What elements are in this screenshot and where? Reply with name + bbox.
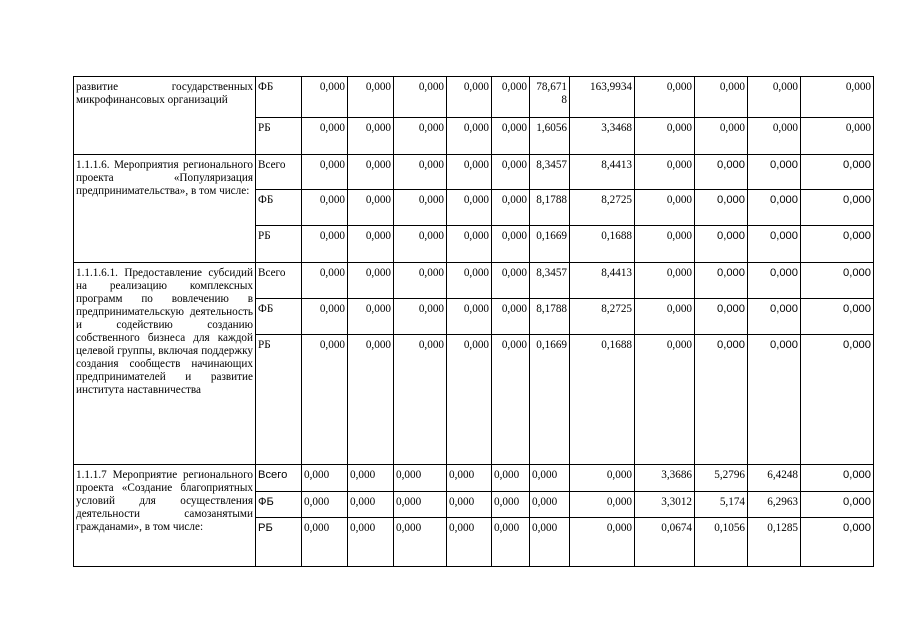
value-cell: 0,000: [748, 77, 801, 118]
value-cell: 0,0674: [635, 517, 695, 567]
value-cell: 0,000: [348, 154, 394, 189]
value-cell: 0,000: [492, 335, 530, 465]
value-cell: 0,000: [635, 77, 695, 118]
value-cell: 0,000: [394, 517, 447, 567]
value-cell: 0,000: [635, 154, 695, 189]
value-cell: 0,000: [302, 154, 348, 189]
funding-source: ФБ: [256, 189, 302, 225]
value-cell: 0,000: [447, 189, 492, 225]
value-cell: 5,2796: [695, 465, 748, 492]
value-cell: 0,000: [348, 118, 394, 154]
value-cell: 0,000: [801, 226, 874, 263]
value-cell: 0,000: [492, 226, 530, 263]
table-body: [74, 77, 874, 567]
value-cell: 0,000: [302, 335, 348, 465]
value-cell: 0,000: [530, 517, 570, 567]
value-cell: 0,000: [695, 263, 748, 298]
value-cell: 0,000: [801, 298, 874, 334]
value-cell: 0,000: [447, 492, 492, 517]
value-cell: 6,2963: [748, 492, 801, 517]
value-cell: 0,000: [801, 189, 874, 225]
value-cell: 0,000: [801, 77, 874, 118]
budget-table: [73, 76, 874, 567]
value-cell: 3,3686: [635, 465, 695, 492]
funding-source: РБ: [256, 118, 302, 154]
value-cell: 0,000: [394, 77, 447, 118]
value-cell: 6,4248: [748, 465, 801, 492]
funding-source: РБ: [256, 226, 302, 263]
value-cell: 0,000: [394, 189, 447, 225]
value-cell: 0,000: [570, 465, 635, 492]
value-cell: 0,000: [695, 189, 748, 225]
value-cell: 0,000: [695, 77, 748, 118]
value-cell: 0,000: [348, 77, 394, 118]
value-cell: 0,000: [801, 465, 874, 492]
value-cell: 0,000: [570, 492, 635, 517]
table-row: [74, 154, 874, 189]
value-cell: 8,2725: [570, 298, 635, 334]
value-cell: 0,000: [492, 517, 530, 567]
value-cell: 0,000: [348, 226, 394, 263]
value-cell: 0,000: [302, 226, 348, 263]
value-cell: 0,000: [302, 263, 348, 298]
value-cell: 8,4413: [570, 154, 635, 189]
value-cell: 0,000: [492, 77, 530, 118]
value-cell: 0,000: [302, 189, 348, 225]
value-cell: 0,000: [492, 118, 530, 154]
value-cell: 0,000: [302, 118, 348, 154]
value-cell: 0,000: [530, 465, 570, 492]
table-row: [74, 465, 874, 492]
value-cell: 0,000: [348, 298, 394, 334]
value-cell: 0,000: [348, 465, 394, 492]
value-cell: 5,174: [695, 492, 748, 517]
value-cell: 0,000: [394, 154, 447, 189]
value-cell: 3,3468: [570, 118, 635, 154]
value-cell: 0,1669: [530, 226, 570, 263]
value-cell: 0,000: [447, 263, 492, 298]
funding-source: РБ: [256, 335, 302, 465]
value-cell: 0,000: [492, 189, 530, 225]
value-cell: 0,000: [394, 465, 447, 492]
value-cell: 0,1669: [530, 335, 570, 465]
value-cell: 0,000: [302, 517, 348, 567]
value-cell: 8,4413: [570, 263, 635, 298]
value-cell: 0,000: [635, 226, 695, 263]
value-cell: 0,000: [530, 492, 570, 517]
table-row: [74, 263, 874, 298]
value-cell: 0,000: [695, 154, 748, 189]
value-cell: 0,000: [302, 77, 348, 118]
value-cell: 0,000: [801, 517, 874, 567]
value-cell: 0,000: [394, 226, 447, 263]
value-cell: 0,000: [695, 118, 748, 154]
value-cell: 0,000: [447, 154, 492, 189]
value-cell: 8,1788: [530, 298, 570, 334]
value-cell: 0,000: [801, 263, 874, 298]
value-cell: 0,000: [348, 335, 394, 465]
value-cell: 0,000: [492, 492, 530, 517]
value-cell: 0,000: [447, 517, 492, 567]
value-cell: 0,000: [447, 77, 492, 118]
funding-source: ФБ: [256, 298, 302, 334]
value-cell: 0,000: [447, 465, 492, 492]
value-cell: 8,3457: [530, 154, 570, 189]
value-cell: 3,3012: [635, 492, 695, 517]
value-cell: 0,000: [801, 492, 874, 517]
value-cell: 0,000: [394, 335, 447, 465]
value-cell: 0,000: [492, 465, 530, 492]
value-cell: 0,000: [748, 189, 801, 225]
value-cell: 0,1056: [695, 517, 748, 567]
funding-source: ФБ: [256, 77, 302, 118]
value-cell: 0,000: [748, 335, 801, 465]
value-cell: 0,000: [748, 263, 801, 298]
measure-description: 1.1.1.6.1. Предоставление субсидий на реализацию комплексных программ по вовлечению в предпринимательскую деятельность и содействию созданию собственного бизнеса для каждой целевой группы, включая поддержку создания сообществ начинающих предпринимателей и развитие института наставничества: [74, 263, 256, 465]
value-cell: 8,1788: [530, 189, 570, 225]
value-cell: 0,000: [492, 298, 530, 334]
value-cell: 0,1688: [570, 226, 635, 263]
value-cell: 0,000: [394, 118, 447, 154]
value-cell: 0,000: [348, 492, 394, 517]
value-cell: 78,671 8: [530, 77, 570, 118]
value-cell: 0,1285: [748, 517, 801, 567]
value-cell: 0,000: [635, 335, 695, 465]
value-cell: 0,000: [748, 118, 801, 154]
value-cell: 163,9934: [570, 77, 635, 118]
value-cell: 1,6056: [530, 118, 570, 154]
value-cell: 0,000: [801, 118, 874, 154]
value-cell: 0,000: [394, 298, 447, 334]
value-cell: 0,1688: [570, 335, 635, 465]
value-cell: 8,3457: [530, 263, 570, 298]
measure-description: 1.1.1.7 Мероприятие регионального проекта «Создание благоприятных условий для осуществления деятельности самозанятыми гражданами», в том числе:: [74, 465, 256, 567]
value-cell: 0,000: [570, 517, 635, 567]
value-cell: 0,000: [492, 154, 530, 189]
funding-source: РБ: [256, 517, 302, 567]
value-cell: 0,000: [348, 263, 394, 298]
value-cell: 8,2725: [570, 189, 635, 225]
value-cell: 0,000: [302, 465, 348, 492]
value-cell: 0,000: [447, 335, 492, 465]
value-cell: 0,000: [447, 118, 492, 154]
value-cell: 0,000: [748, 226, 801, 263]
value-cell: 0,000: [748, 154, 801, 189]
value-cell: 0,000: [447, 298, 492, 334]
value-cell: 0,000: [302, 298, 348, 334]
value-cell: 0,000: [635, 118, 695, 154]
measure-description: 1.1.1.6. Мероприятия регионального проекта «Популяризация предпринимательства», в том числе:: [74, 154, 256, 263]
funding-source: ФБ: [256, 492, 302, 517]
measure-description: развитие государственных микрофинансовых организаций: [74, 77, 256, 155]
value-cell: 0,000: [492, 263, 530, 298]
value-cell: 0,000: [635, 263, 695, 298]
value-cell: 0,000: [695, 226, 748, 263]
value-cell: 0,000: [635, 298, 695, 334]
funding-source: Всего: [256, 465, 302, 492]
value-cell: 0,000: [394, 263, 447, 298]
value-cell: 0,000: [801, 154, 874, 189]
value-cell: 0,000: [302, 492, 348, 517]
value-cell: 0,000: [348, 517, 394, 567]
value-cell: 0,000: [348, 189, 394, 225]
funding-source: Всего: [256, 263, 302, 298]
value-cell: 0,000: [695, 335, 748, 465]
value-cell: 0,000: [801, 335, 874, 465]
value-cell: 0,000: [748, 298, 801, 334]
value-cell: 0,000: [635, 189, 695, 225]
table-row: [74, 77, 874, 118]
value-cell: 0,000: [695, 298, 748, 334]
value-cell: 0,000: [447, 226, 492, 263]
value-cell: 0,000: [394, 492, 447, 517]
funding-source: Всего: [256, 154, 302, 189]
